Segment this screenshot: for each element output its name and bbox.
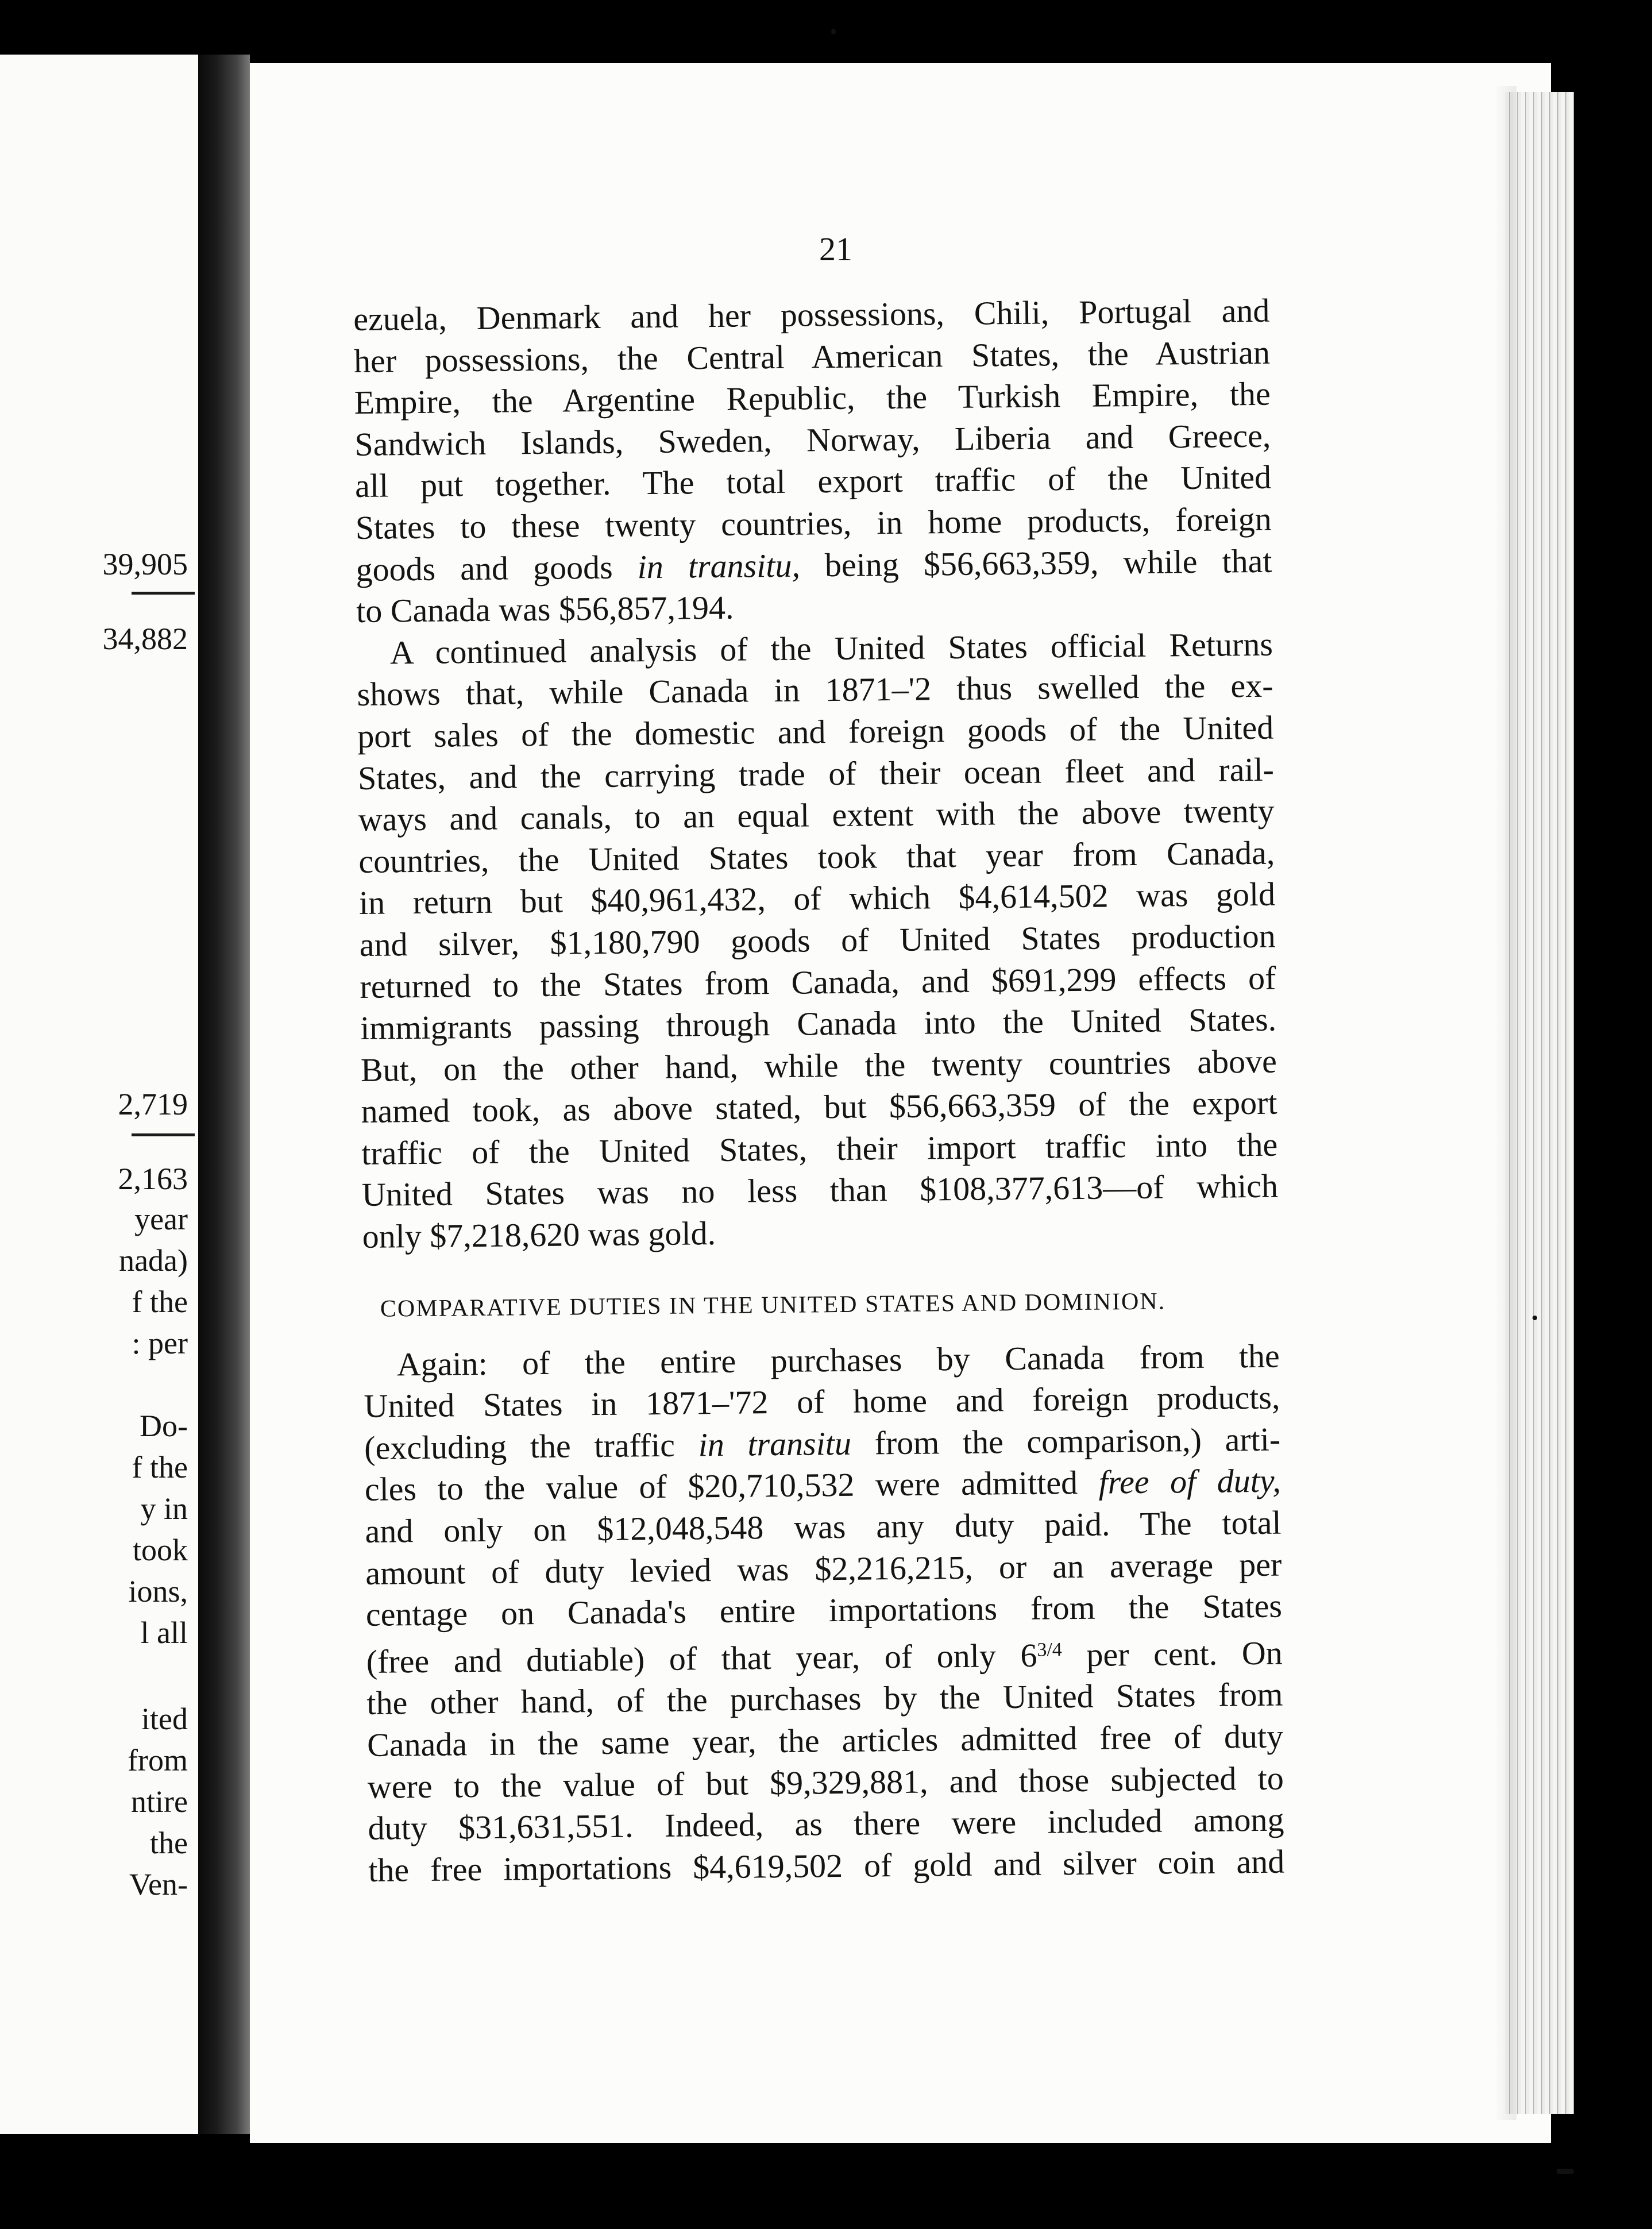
text-line: immigrants passing through Canada into the United States. — [360, 1000, 1277, 1047]
left-fragment: ited — [141, 1702, 188, 1736]
left-facing-page — [0, 55, 198, 2134]
left-fragment: from — [128, 1743, 188, 1777]
left-fragment: f the — [132, 1285, 188, 1319]
paragraph — [353, 290, 1273, 633]
left-fragment: 2,163 — [118, 1162, 188, 1196]
italic-term: in transitu — [698, 1424, 852, 1464]
text-run: cles to the value of $20,710,532 were admitted — [364, 1464, 1099, 1509]
left-fragment: 34,882 — [102, 622, 188, 656]
left-fragment: l all — [140, 1615, 188, 1650]
text-run: (excluding the traffic — [364, 1426, 698, 1467]
text-line: all put together. The total export traffic of the United — [354, 458, 1272, 505]
text-line: States to these twenty countries, in home products, foreign — [355, 500, 1272, 546]
left-fragment: Ven- — [129, 1867, 188, 1902]
text-line: Canada in the same year, the articles admitted free of duty — [366, 1717, 1284, 1764]
left-fragment: ntire — [131, 1784, 188, 1819]
text-line: in return but $40,961,432, of which $4,614,502 was gold — [358, 875, 1276, 922]
paragraph — [363, 1335, 1284, 1891]
text-line: returned to the States from Canada, and $691,299 effects of — [360, 959, 1276, 1005]
page-number: 21 — [819, 230, 852, 268]
text-line: only $7,218,620 was gold. — [362, 1214, 716, 1255]
left-fragment: 39,905 — [102, 547, 188, 581]
text-line: traffic of the United States, their import traffic into the — [361, 1125, 1278, 1172]
text-line — [356, 540, 1272, 591]
text-line: Empire, the Argentine Republic, the Turkish Empire, the — [354, 375, 1271, 422]
scan-speck — [831, 29, 836, 34]
text-line: States, and the carrying trade of their ocean fleet and rail- — [357, 750, 1275, 797]
left-fragment: f the — [132, 1450, 188, 1484]
text-line: duty $31,631,551. Indeed, as there were included among — [368, 1800, 1284, 1848]
left-fragment: y in — [140, 1491, 188, 1526]
left-fragment: Do- — [140, 1409, 188, 1443]
left-fragment: took — [132, 1533, 188, 1567]
text-line: countries, the United States took that year from Canada, — [358, 834, 1275, 880]
left-fragment: the — [150, 1826, 188, 1860]
text-line: and only on $12,048,548 was any duty paid. The total — [365, 1503, 1282, 1550]
left-rule — [132, 1133, 195, 1136]
text-line: were to the value of but $9,329,881, and those subjected to — [367, 1759, 1284, 1806]
left-fragment: 2,719 — [118, 1087, 188, 1121]
text-line: named took, as above stated, but $56,663,359 of the export — [361, 1083, 1277, 1131]
text-line: United States in 1871–'72 of home and foreign products, — [364, 1378, 1280, 1425]
text-line: the other hand, of the purchases by the United States from — [366, 1675, 1283, 1722]
text-run: (free and dutiable) of that year, of only 6 — [366, 1636, 1037, 1680]
text-line — [366, 1627, 1283, 1683]
text-line: United States was no less than $108,377,613—of which — [361, 1167, 1279, 1214]
text-line: centage on Canada's entire importations from the States — [365, 1587, 1283, 1634]
scan-speck — [1557, 2169, 1574, 2174]
text-line: ezuela, Denmark and her possessions, Chili, Portugal and — [353, 291, 1270, 338]
text-line: shows that, while Canada in 1871–'2 thus swelled the ex- — [357, 667, 1273, 714]
text-run: per cent. On — [1062, 1634, 1283, 1674]
text-line: the free importations $4,619,502 of gold and silver coin and — [368, 1842, 1285, 1889]
section-heading: COMPARATIVE DUTIES IN THE UNITED STATES AND DOMINION. — [380, 1288, 1166, 1322]
text-line: Sandwich Islands, Sweden, Norway, Liberia and Greece, — [354, 417, 1271, 463]
text-line: Again: of the entire purchases by Canada from the — [396, 1337, 1280, 1383]
text-run: being $56,663,359, while that — [800, 542, 1272, 584]
page-edge-shadow — [1493, 86, 1516, 2120]
left-fragment: ions, — [128, 1574, 188, 1609]
text-line: to Canada was $56,857,194. — [356, 588, 734, 630]
paragraph — [357, 623, 1279, 1258]
text-line: ways and canals, to an equal extent with the above twenty — [358, 792, 1275, 839]
left-fragment: : per — [132, 1326, 188, 1360]
fraction: 3/4 — [1037, 1639, 1062, 1661]
italic-term: in transitu, — [637, 546, 801, 585]
text-run: goods and goods — [356, 547, 638, 588]
book-gutter — [198, 55, 250, 2134]
italic-term: free of duty, — [1098, 1462, 1282, 1502]
text-line: and silver, $1,180,790 goods of United States production — [359, 917, 1276, 963]
text-line: her possessions, the Central American States, the Austrian — [353, 333, 1271, 380]
text-run: from the comparison,) arti- — [851, 1420, 1281, 1462]
text-column — [353, 290, 1285, 1892]
scan-speck — [1533, 1316, 1537, 1320]
left-rule — [132, 592, 195, 595]
left-fragment: year — [134, 1202, 188, 1236]
text-line: But, on the other hand, while the twenty countries above — [360, 1042, 1277, 1089]
text-line: port sales of the domestic and foreign goods of the United — [357, 708, 1274, 755]
text-line: amount of duty levied was $2,216,215, or an average per — [365, 1545, 1282, 1592]
text-line: A continued analysis of the United States official Returns — [389, 625, 1273, 672]
left-fragment: nada) — [119, 1243, 188, 1278]
